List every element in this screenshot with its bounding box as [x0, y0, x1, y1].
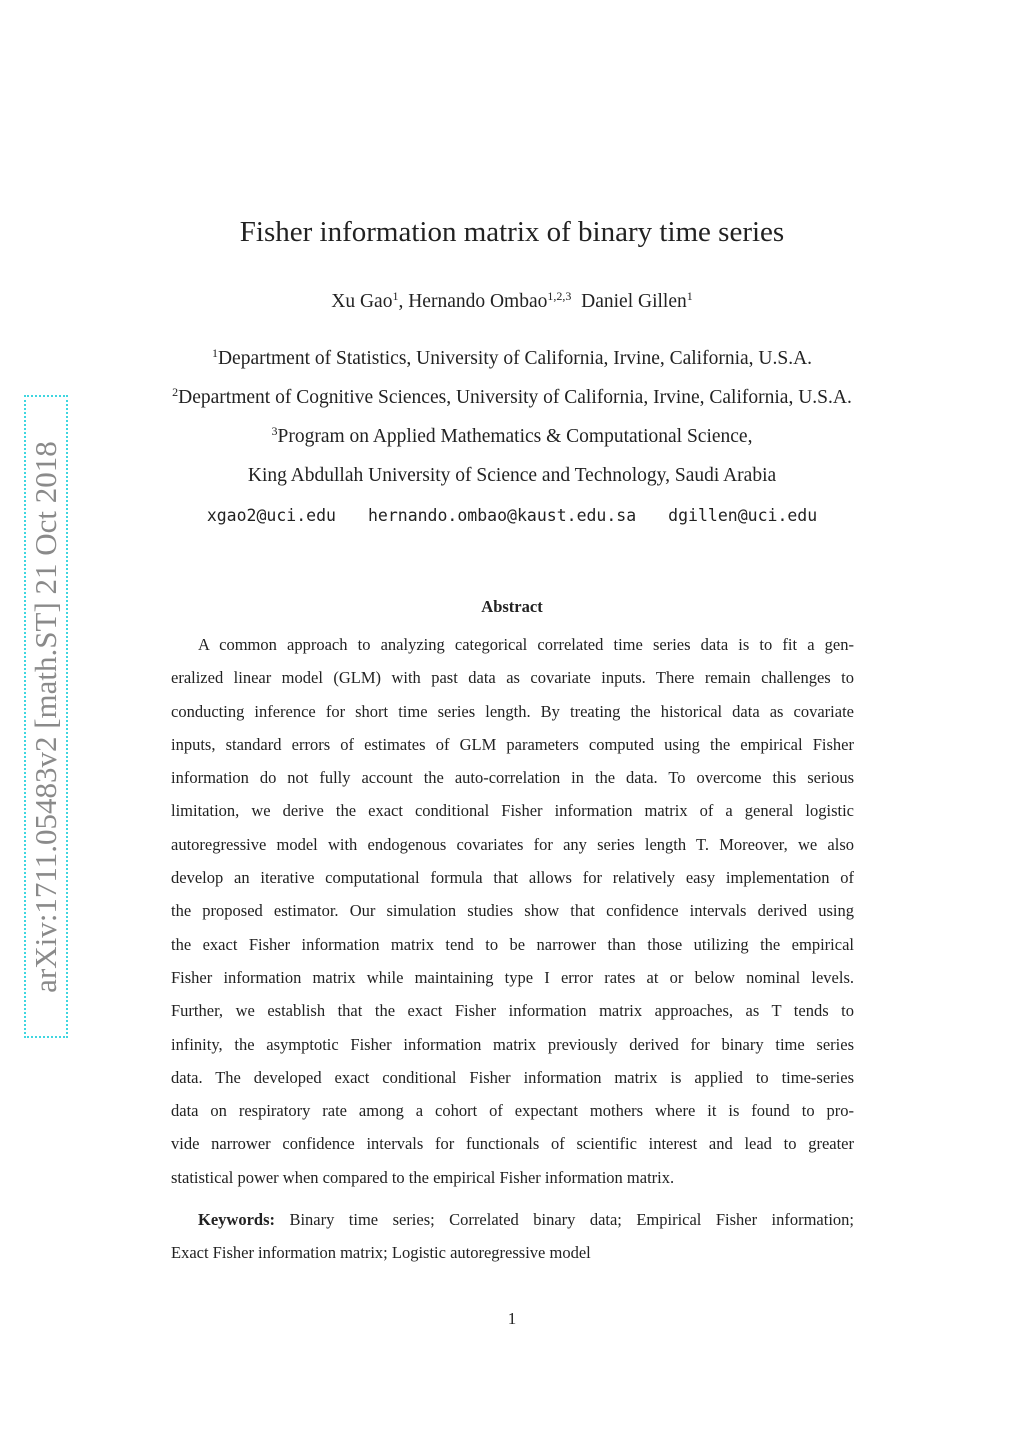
abstract-line: the exact Fisher information matrix tend to be narrower than those utilizing the empirical	[171, 934, 854, 954]
abstract-line: statistical power when compared to the empirical Fisher information matrix.	[171, 1167, 675, 1187]
author-affiliation-mark: 1	[392, 289, 399, 303]
author-name: Xu Gao	[331, 291, 393, 312]
affiliation-mark: 1	[211, 346, 218, 360]
author-separator: ,	[398, 291, 409, 312]
affiliation-text: Program on Applied Mathematics & Computational Science,	[277, 426, 753, 447]
paper-title: Fisher information matrix of binary time series	[239, 216, 785, 248]
abstract-line: infinity, the asymptotic Fisher information matrix previously derived for binary time series	[171, 1034, 854, 1054]
abstract-line: eralized linear model (GLM) with past data as covariate inputs. There remain challenges to	[171, 668, 854, 688]
abstract-body	[171, 628, 854, 1194]
keywords-label: Keywords:	[198, 1210, 275, 1229]
author-name: Hernando Ombao	[408, 291, 548, 312]
abstract-line: conducting inference for short time series length. By treating the historical data as covariate	[171, 701, 854, 721]
abstract-line: vide narrower confidence intervals for functionals of scientific interest and lead to greater	[171, 1134, 854, 1154]
abstract-line: Further, we establish that the exact Fisher information matrix approaches, as T tends to	[171, 1001, 854, 1021]
email-address: dgillen@uci.edu	[668, 506, 818, 525]
affiliation	[0, 423, 1024, 462]
abstract-line: A common approach to analyzing categorical correlated time series data is to fit a gen-	[198, 635, 854, 654]
affiliation-text: Department of Statistics, University of California, Irvine, California, U.S.A.	[217, 348, 813, 369]
author-list	[0, 288, 1024, 316]
abstract-heading: Abstract	[481, 597, 543, 616]
abstract-line: Fisher information matrix while maintaining type I error rates at or below nominal levels.	[171, 967, 854, 987]
author-affiliation-mark: 1	[686, 289, 693, 303]
arxiv-identifier: arXiv:1711.05483v2 [math.ST] 21 Oct 2018	[28, 440, 63, 993]
abstract-line: limitation, we derive the exact conditional Fisher information matrix of a general logistic	[171, 801, 854, 821]
keywords-block	[171, 1203, 854, 1270]
keywords-line: Exact Fisher information matrix; Logistic autoregressive model	[171, 1243, 591, 1263]
affiliation-text: King Abdullah University of Science and Technology, Saudi Arabia	[247, 465, 777, 486]
page-number: 1	[507, 1309, 517, 1328]
author-name: Daniel Gillen	[581, 291, 687, 312]
affiliation	[0, 384, 1024, 423]
author-separator	[571, 291, 581, 312]
keywords-text: Binary time series; Correlated binary data; Empirical Fisher information;	[289, 1210, 855, 1229]
abstract-line: data on respiratory rate among a cohort of expectant mothers where it is found to pro-	[171, 1101, 854, 1121]
abstract-line: autoregressive model with endogenous covariates for any series length T. Moreover, we also	[171, 834, 854, 854]
affiliation-mark: 3	[271, 424, 278, 438]
keywords-line	[171, 1203, 854, 1236]
author-affiliation-mark: 1,2,3	[547, 289, 572, 303]
affiliation-list	[0, 345, 1024, 501]
abstract-line: inputs, standard errors of estimates of GLM parameters computed using the empirical Fisher	[171, 734, 854, 754]
email-address: hernando.ombao@kaust.edu.sa	[367, 506, 637, 525]
email-address: xgao2@uci.edu	[206, 506, 336, 525]
affiliation-mark: 2	[172, 385, 179, 399]
abstract-line: the proposed estimator. Our simulation studies show that confidence intervals derived using	[171, 901, 854, 921]
abstract-line: information do not fully account the auto-correlation in the data. To overcome this serious	[171, 768, 854, 788]
affiliation-text: Department of Cognitive Sciences, University of California, Irvine, California, U.S.A.	[178, 387, 852, 408]
abstract-line: data. The developed exact conditional Fisher information matrix is applied to time-series	[171, 1067, 854, 1087]
abstract-line: develop an iterative computational formula that allows for relatively easy implementation of	[171, 868, 854, 888]
affiliation	[0, 462, 1024, 501]
email-list	[0, 503, 1024, 529]
affiliation	[0, 345, 1024, 384]
